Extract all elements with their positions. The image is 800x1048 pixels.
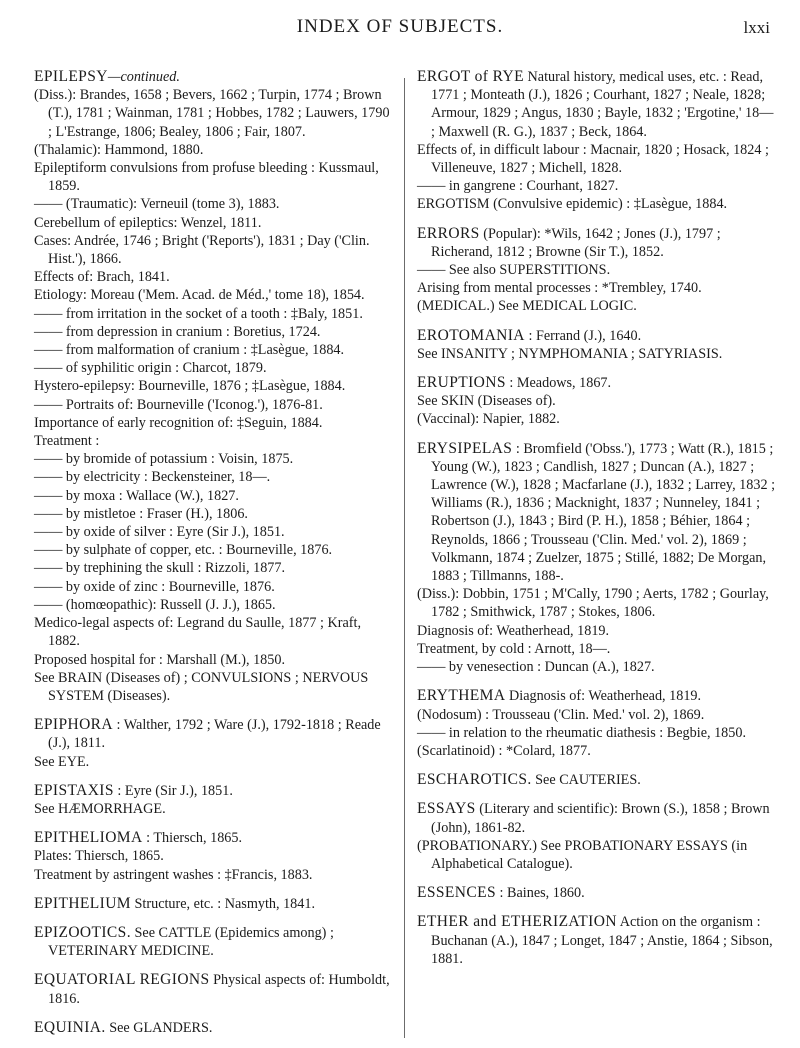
index-entry	[417, 884, 777, 902]
index-line: Hystero-epilepsy: Bourneville, 1876 ; ‡Lasègue, 1884.	[34, 378, 346, 395]
index-line: (Literary and scientific): Brown (S.), 1858 ; Brown (John), 1861-82.	[431, 801, 770, 836]
index-headword: ERGOT of RYE	[417, 68, 524, 85]
index-line: Cerebellum of epileptics: Wenzel, 1811.	[34, 214, 262, 231]
index-line: (Diss.): Brandes, 1658 ; Bevers, 1662 ; Turpin, 1774 ; Brown (T.), 1781 ; Wainman, 1781 ; Hobbes, 1782 ; Lauwers, 1790 ; L'Estrange, 1806; Bealey, 1806 ; Fair, 1807.	[34, 87, 390, 140]
index-entry	[34, 782, 394, 818]
index-line: : Thiersch, 1865.	[142, 830, 243, 847]
index-line: Structure, etc. : Nasmyth, 1841.	[131, 895, 316, 912]
index-line: —— from malformation of cranium : ‡Lasègue, 1884.	[34, 342, 345, 359]
index-line: : Bromfield ('Obss.'), 1773 ; Watt (R.), 1815 ; Young (W.), 1823 ; Candlish, 1827 ; Duncan (A.), 1827 ; Lawrence (W.), 1828 ; Macfarlane (J.), 1832 ; Larrey, 1832 ; Williams (R.), 1836 ; Macknight, 1837 ; Nunneley, 1841 ; Robertson (J.), 1843 ; Bird (P. H.), 1858 ; Béhier, 1864 ; Reynolds, 1866 ; Trousseau ('Clin. Med.' vol. 2), 1869 ; Volkmann, 1874 ; Zuelzer, 1875 ; Stillé, 1882; De Morgan, 1883 ; Tillmanns, 188-.	[431, 440, 776, 585]
index-line: Effects of, in difficult labour : Macnair, 1820 ; Hosack, 1824 ; Villeneuve, 1827 ; Michell, 1828.	[417, 141, 769, 177]
index-headword: ESSENCES	[417, 884, 496, 902]
index-headword: EQUINIA.	[34, 1018, 106, 1036]
index-headword: ERYSIPELAS	[417, 439, 513, 457]
index-entry	[34, 971, 394, 1007]
page-number: lxxi	[743, 18, 770, 37]
index-line: : Walther, 1792 ; Ware (J.), 1792-1818 ; Reade (J.), 1811.	[48, 717, 381, 752]
left-column	[34, 68, 394, 1048]
index-line: Proposed hospital for : Marshall (M.), 1850.	[34, 651, 286, 668]
index-line: Treatment, by cold : Arnott, 18—.	[417, 640, 611, 657]
index-line: —— by venesection : Duncan (A.), 1827.	[417, 659, 655, 676]
index-line: —— in gangrene : Courhant, 1827.	[417, 178, 619, 195]
index-line: ERGOTISM (Convulsive epidemic) : ‡Lasègue, 1884.	[417, 196, 728, 213]
index-line: (Thalamic): Hammond, 1880.	[34, 141, 204, 158]
continued-note: —continued.	[107, 69, 180, 85]
index-headword: ESCHAROTICS.	[417, 771, 532, 789]
index-line: Medico-legal aspects of: Legrand du Saulle, 1877 ; Kraft, 1882.	[34, 615, 361, 650]
index-line: See CAUTERIES.	[531, 772, 641, 789]
index-headword: EPIZOOTICS.	[34, 923, 131, 941]
index-line: —— from depression in cranium : Boretius, 1724.	[34, 323, 321, 340]
index-entry	[417, 327, 777, 363]
index-line: (Popular): *Wils, 1642 ; Jones (J.), 1797 ; Richerand, 1812 ; Browne (Sir T.), 1852.	[431, 225, 721, 260]
index-headword: EPITHELIUM	[34, 894, 131, 912]
index-entry	[417, 225, 777, 316]
index-entry	[417, 800, 777, 873]
index-line: Physical aspects of: Humboldt, 1816.	[48, 972, 390, 1007]
index-headword: ESSAYS	[417, 800, 476, 818]
index-line: : Ferrand (J.), 1640.	[524, 327, 642, 344]
index-line: Importance of early recognition of: ‡Seguin, 1884.	[34, 414, 323, 431]
index-line: Treatment by astringent washes : ‡Francis, 1883.	[34, 866, 313, 883]
index-line: —— from irritation in the socket of a tooth : ‡Baly, 1851.	[34, 305, 363, 322]
index-entry	[34, 829, 394, 884]
index-headword: ERUPTIONS	[417, 374, 506, 392]
page-header	[0, 0, 800, 40]
index-line: —— by moxa : Wallace (W.), 1827.	[34, 487, 239, 504]
index-entry	[34, 924, 394, 960]
index-line: Epileptiform convulsions from profuse bleeding : Kussmaul, 1859.	[34, 160, 379, 195]
index-headword: EROTOMANIA	[417, 326, 525, 344]
index-line: See HÆMORRHAGE.	[34, 800, 166, 817]
index-line: —— of syphilitic origin : Charcot, 1879.	[34, 360, 267, 377]
index-line: Etiology: Moreau ('Mem. Acad. de Méd.,' tome 18), 1854.	[34, 287, 365, 304]
index-line: Diagnosis of: Weatherhead, 1819.	[505, 688, 702, 705]
index-line: —— by oxide of silver : Eyre (Sir J.), 1851.	[34, 524, 285, 541]
index-headword: ERYTHEMA	[417, 687, 506, 705]
index-line: —— See also SUPERSTITIONS.	[417, 262, 611, 279]
running-title: INDEX OF SUBJECTS.	[296, 16, 504, 37]
index-line: Effects of: Brach, 1841.	[34, 269, 170, 286]
index-line: —— by sulphate of copper, etc. : Bourneville, 1876.	[34, 542, 333, 559]
index-entry	[417, 913, 777, 968]
index-line: (Scarlatinoid) : *Colard, 1877.	[417, 742, 591, 759]
index-line: Action on the organism : Buchanan (A.), 1847 ; Longet, 1847 ; Anstie, 1864 ; Sibson, 1881.	[431, 914, 773, 967]
index-line: See BRAIN (Diseases of) ; CONVULSIONS ; NERVOUS SYSTEM (Diseases).	[34, 669, 369, 704]
index-entry	[417, 374, 777, 429]
index-line: —— by electricity : Beckensteiner, 18—.	[34, 469, 271, 486]
index-entry	[417, 687, 777, 760]
index-headword: EPILEPSY	[34, 68, 108, 85]
index-headword: ERRORS	[417, 224, 480, 242]
index-line: Arising from mental processes : *Trembley, 1740.	[417, 280, 702, 297]
index-line: Plates: Thiersch, 1865.	[34, 848, 164, 865]
index-headword: EPISTAXIS	[34, 781, 114, 799]
index-line: Treatment :	[34, 433, 100, 450]
right-column	[417, 68, 777, 979]
index-line: See CATTLE (Epidemics among) ; VETERINARY MEDICINE.	[48, 924, 334, 960]
index-entry	[34, 716, 394, 771]
index-headword: EPITHELIOMA	[34, 829, 143, 847]
index-entry	[417, 440, 777, 677]
index-headword: EQUATORIAL REGIONS	[34, 971, 210, 989]
index-line: —— in relation to the rheumatic diathesis : Begbie, 1850.	[417, 724, 747, 741]
index-entry	[417, 771, 777, 789]
index-line: See GLANDERS.	[105, 1019, 213, 1036]
index-line: See SKIN (Diseases of).	[417, 393, 556, 410]
index-line: —— Portraits of: Bourneville ('Iconog.'), 1876-81.	[34, 396, 323, 413]
index-line: —— by trephining the skull : Rizzoli, 1877.	[34, 560, 286, 577]
index-line: (Diss.): Dobbin, 1751 ; M'Cally, 1790 ; Aerts, 1782 ; Gourlay, 1782 ; Smithwick, 1787 ; Stokes, 1806.	[417, 586, 769, 621]
index-line: —— by mistletoe : Fraser (H.), 1806.	[34, 505, 248, 522]
index-line: Cases: Andrée, 1746 ; Bright ('Reports'), 1831 ; Day ('Clin. Hist.'), 1866.	[34, 232, 370, 268]
index-line: —— (Traumatic): Verneuil (tome 3), 1883.	[34, 196, 280, 213]
index-line: : Eyre (Sir J.), 1851.	[113, 782, 233, 799]
index-line: (Vaccinal): Napier, 1882.	[417, 411, 560, 428]
index-entry	[417, 68, 777, 214]
index-line: (Nodosum) : Trousseau ('Clin. Med.' vol. 2), 1869.	[417, 706, 705, 723]
index-entry	[34, 68, 394, 705]
index-entry	[34, 895, 394, 913]
index-line: —— by oxide of zinc : Bourneville, 1876.	[34, 578, 275, 595]
column-divider	[404, 78, 405, 1038]
index-line: See EYE.	[34, 753, 90, 770]
index-line: —— (homœopathic): Russell (J. J.), 1865.	[34, 596, 276, 613]
index-headword: EPIPHORA	[34, 716, 113, 734]
index-line: See INSANITY ; NYMPHOMANIA ; SATYRIASIS.	[417, 345, 723, 362]
index-line: (PROBATIONARY.) See PROBATIONARY ESSAYS (in Alphabetical Catalogue).	[417, 837, 748, 872]
index-line: Diagnosis of: Weatherhead, 1819.	[417, 622, 610, 639]
index-line: —— by bromide of potassium : Voisin, 1875.	[34, 451, 294, 468]
index-headword: ETHER and ETHERIZATION	[417, 913, 617, 931]
index-line: : Baines, 1860.	[496, 885, 585, 902]
index-line: Natural history, medical uses, etc. : Read, 1771 ; Monteath (J.), 1826 ; Courhant, 1827 ; Neale, 1828; Armour, 1829 ; Angus, 1830 ; Bayle, 1832 ; 'Ergotine,' 18— ; Maxwell (R. G.), 1837 ; Beck, 1864.	[431, 69, 774, 140]
index-line: (MEDICAL.) See MEDICAL LOGIC.	[417, 298, 637, 315]
index-line: : Meadows, 1867.	[505, 375, 612, 392]
index-entry	[34, 1019, 394, 1037]
